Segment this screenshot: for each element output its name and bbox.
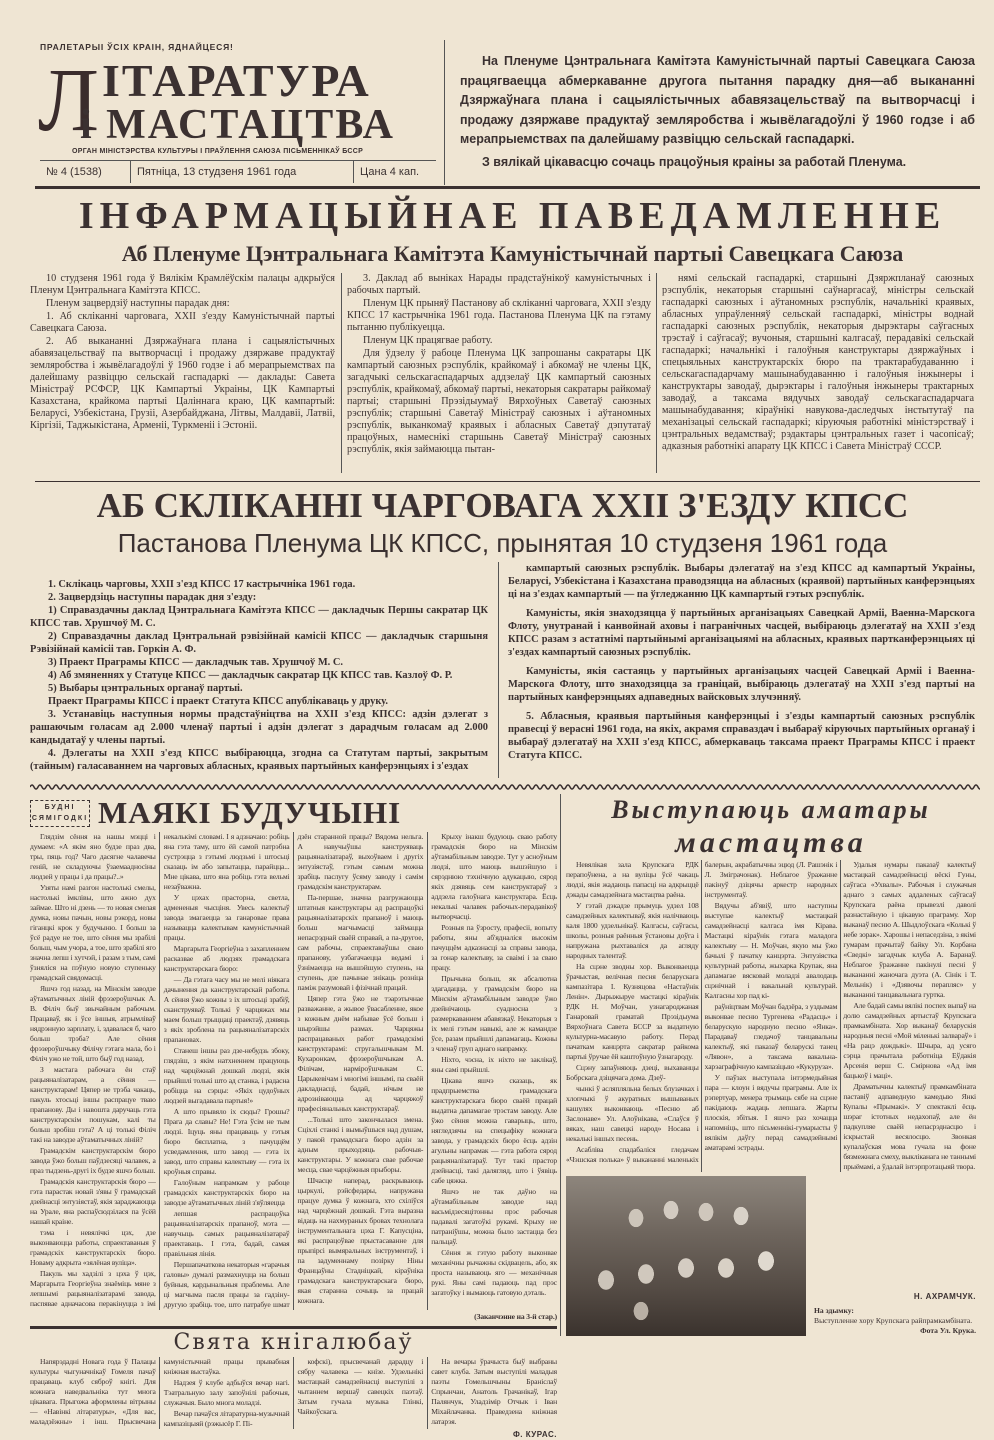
amateurs-headline-line2: мастацтва: [675, 826, 867, 859]
paragraph: Пленум зацвердзіў наступны парадак дня:: [46, 298, 230, 309]
photo-row: [566, 1176, 976, 1336]
rubric-badge: [30, 800, 90, 827]
photo-credit: Фота Ул. Крука.: [920, 1326, 976, 1335]
paragraph: ...Толькі што закончылася змена. Сціхлі станкі і вымыўшыся над душам, у пакой грамадскага бюро адзін за адным прыходзяць рабочыя-канструктары. У кожнага свае рабочае месца, свае чарцёжныя прыборы.: [297, 1115, 424, 1174]
paragraph: раўніцтвам Мoўчан бадзёра, з уздымам выконвае песню Тургенева «Радасць» і беларускую народную песню «Янка». Парадаваў гледачоў танцавальны калектыў, які паказаў беларускі танец «Лявон», а таксама вакальна-харэаграфічную кампазіцыю «Кукуруза».: [704, 1002, 838, 1071]
paragraph: Па-першае, значна разгружаюцца штатныя канструктары ад распрацоўкі рацыяналізатарскіх прапаноў і маюць больш магчымасці займацца непасрэднай сваёй справай, а па-другое, сам рабочы, спраектаваўшы сваю прапанову, узбагачаецца ведамі і ўзнімаецца на вышэйшую ступень, на ступень, дзе пачынае знікаць розніца паміж разумовай і фізічнай працай.: [297, 893, 424, 992]
resolution-right-column: [508, 562, 975, 762]
paragraph: У цэхах прасторна, светла, адмененыя чысціня. Увесь калектыў завода змагаецца за ганаровае права называцца калектывам камуністычнай працы.: [163, 893, 290, 942]
masthead-organ: ОРГАН МІНІСТЭРСТВА КУЛЬТУРЫ І ПРАЎЛЕННЯ САЮЗА ПІСЬМЕННІКАЎ БССР: [72, 148, 364, 155]
paragraph: На сцэне зводны хор. Выконваецца ўрачыстая, велічная песня беларускага кампазітара І. Кузняцова «Настаўнік Ленін». Дырыжыруе мастацкі кіраўнік РДК Н. Мoўчан, узнагароджаная Ганаровай граматай Прэзідыума Вярхоўнага Савета БССР за выдатную культурна-масавую работу. Перад пачаткам канцэрта сакратар райкома партыі ўручае ёй каштоўную ўзнагароду.: [566, 962, 699, 1061]
paragraph: 3. Устанавіць наступныя нормы прадстаўніцтва на XXII з'езд КПСС: адзін дэлегат з рашаючым голасам ад 2.000 членаў партыі і адзін дэлегат з дарадчым голасам ад 2.000 кандыдатаў у члены партыі.: [30, 709, 488, 746]
paragraph: Вядучы аб'явіў, што наступны выступае калектыў мастацкай самадзейнасці калгаса імя Кірава. Мастацкі кіраўнік гэтага маладога калектыву — Н. Мoўчан, якую мы ўжо бачылі ў пачатку канцэрта. Энтузіястка культурнай работы, жыхарка Крупак, яна дапамагае вясковай моладзі авалодаць сцэнічнай і вакальнай культурай. Калгасны хор пад кі-: [704, 901, 838, 1000]
section-rule: [35, 481, 980, 482]
paragraph: А што прывяло іх сюды? Грошы? Прага да славы? Не! Гэта ўсім не тым людзі. Іцуць яны працаваць у гэтыя бюро бясплатна, з пачуццём усведамлення, што завод — гэта іх завод, што справы калектыву — гэта іх кроўныя справы.: [163, 1107, 290, 1176]
paragraph: кампартый саюзных рэспублік. Выбары дэлегатаў на з'езд КПСС ад кампартый Украіны, Беларусі, Узбекістана і Казахстана праводзяцца на абласных (краявой) партыйных канферэнцыях ці на з'ездах кампартый — па ўгледжанню ЦК кампартый гэтых рэспублік.: [508, 563, 975, 600]
rubric-line1: БУДНІ: [44, 803, 76, 811]
paragraph: У гэтай дэкадзе прымуць удзел 108 самадзейных калектываў, якія налічваюць каля 1800 удзельнікаў. Калгасы, саўгасы, школы, розныя раённыя ўстановы доўга і напружана рыхтаваліся да агляду народных талентаў.: [566, 901, 699, 960]
paragraph: Першапачаткова некаторыя «гарачыя галовы» думалі размахнуцца на больш буйныя, кардынальныя праблемы. Але ці магчыма пасля працы за гадзіну-другую зрабіць тое, што патрабуе шмат дзён старанной працы? Вядома нельга. А навучыўшы канструяваць рацыяналізатараў, выхоўваем і другіх энтузіястаў, гэтым самым можна зрабіць паслугу ўсяму заводу і самім грамадскім канструктарам.: [163, 832, 424, 1309]
paragraph: нямі сельскай гаспадаркі, старшыні Дзяржпланаў саюзных рэспублік, некаторыя старшыні саўнаргасаў, міністры сельскай гаспадаркі саюзных і аўтаномных рэспублік, начальнікі краявых, абласных упраўленняў сельскай гаспадаркі, міністры воднай гаспадаркі саюзных рэспублік, некаторыя дырэктары саўгасных трэстаў і саўгасаў; вучоныя, старшыні калгасаў, перадавікі сельскай гаспадаркі; начальнікі і галоўныя канструктары дзяржаўных і спецыяльных канструктарскіх бюро па трактарабудаванню і сельскагаспадарчаму машынабудаванню і галоўныя інжынеры і канструктары заводаў, дырэктары і галоўныя інжынеры трактарных заводаў, а таксама вядучых заводаў сельскагаспадарчага машынабудавання; кіраўнікі навукова-даследчых інстытутаў па механізацыі сельскай гаспадаркі; кіруючыя работнікі міністэрстваў і цэнтральных ведамстваў; рэдактары цэнтральных газет і часопісаў; адказныя работнікі апарату ЦК КПСС і Савета Міністраў СССР.: [662, 273, 974, 452]
paragraph: Галоўным напрамкам у рабоце грамадскіх канструктарскіх бюро на заводзе аўтаматычных ліній з'яўляецца: [163, 1178, 290, 1207]
info-report-column-3: [662, 273, 974, 454]
paragraph: лепшая распрацоўка рацыяналізатарскіх прапаноў, мэта — навучыць самых рацыяналізатараў праектаваць. І гэта, бадай, самая правільная лінія.: [163, 1209, 290, 1258]
lighthouses-body: [30, 832, 557, 1310]
paragraph: Камуністы, якія знаходзяцца ў партыйных арганізацыях Савецкай Арміі, Ваенна-Марскога Флоту, унутранай і канвойнай аховы і пагранічных часцей, выбіраюць дэлегатаў на XXII з'езд КПСС разам з астатнімі партыйнымі арганізацыямі на абласных, краявых партканферэнцыях ці з'ездах кампартый саюзных рэспублік.: [508, 608, 975, 658]
info-report-subheadline: Аб Пленуме Цэнтральнага Камітэта Камуністычнай партыі Савецкага Саюза: [121, 241, 904, 266]
paragraph: Пакуль мы хадзілі з цэха ў цэх, Маргарыта Георгіеўна знаёміць мяне з лепшымі рацыяналізатарамі завода, паспявае адначасова перакінуцца з імі некалькімі словамі. І я адзначаю: робіць яна гэта таму, што ёй самой патрэбна сустрэцца з гэтымі людзьмі і штосьці сказаць ім або запытацца, парайцца... Мне цікава, што яна робіць гэта вельмі незаўважна.: [30, 832, 290, 1308]
resolution-headline: АБ СКЛІКАННІ ЧАРГОВАГА XXII З'ЕЗДУ КПСС: [96, 486, 909, 525]
booklovers-article: [30, 1326, 557, 1440]
paragraph: 10 студзеня 1961 года ў Вялікім Крамлёўскім палацы адкрыўся Пленум Цэнтральнага Камітэта КПСС.: [30, 273, 335, 296]
announcement-paragraph: На Пленуме Цэнтральнага Камітэта Камуністычнай партыі Савецкага Саюза працягваецца абмеркаванне другога пытання парадку дня—аб выкананні Дзяржаўнага плана і сацыялістычных абавязацельстваў па вытворчасці і продажу дзяржаве прадуктаў земляробства і жывёлагадоўлі ў 1960 годзе і аб мерапрыемствах па далейшаму развіццю сельскай гаспадаркі.: [460, 54, 975, 146]
paragraph: Узяты намі разгон настолькі смелы, настолькі імклівы, што ажно дух займае. Што ні дзень — то новая смелая думка, новы пачын, новы рэкорд, новы гіганцкі крок у будучыню. І больш за ўсё радуе не тое, што сёння мы зрабілі больш, чым учора, а тое, што зрабілі яго значна лепш і хутчэй, і разам з тым, самі ўзняліся на пэўную новую ступеньку грамадскай свядомасці.: [30, 883, 156, 982]
continued-note: (Заканчэнне на 3-й стар.): [474, 1312, 557, 1321]
paragraph: Надзея ў клубе адбыўся вечар нагі. Тэатральную залу запоўнілі рабочыя, служачыя. Было многа моладзі.: [163, 1378, 290, 1407]
paragraph: Невялікая зала Крупскага РДК перапоўнена, а на вуліцы ўсё чакаць людзі, якія жадаюць папасці на адкрыццё дэкады самадзейнага мастацтва раёна.: [566, 860, 699, 899]
paragraph: Яшчэ год назад, на Мінскім заводзе аўтаматычных ліній фрэзероўшчык А. В. Філіч быў звычайным рабочым. Працаваў, як і ўсе іншыя, атрымліваў нядрэнную зарплату, і, здавалася б, чаго больш трэба? Але сёння фрэзероўшчыку Філічу гэтага мала, бо і Філіч ужо не той, што быў год назад.: [30, 984, 156, 1063]
paragraph: Ніхто, чэсна, іх ніхто не заклікаў, яны самі прыйшлі.: [431, 1055, 557, 1074]
announcement-paragraph: З вялікай цікавасцю сочаць працоўныя краіны за работай Пленума.: [482, 154, 907, 169]
masthead-divider: [444, 40, 445, 185]
paragraph: Грамадскім канструктарскім бюро завода ўжо больш паўдзесяці чалавек, а праз тыдзень-другі іх будзе яшчэ больш.: [30, 1146, 156, 1175]
choir-photo: [566, 1176, 806, 1336]
paragraph: Вечар пачаўся літаратурна-музычнай кампазіцыяй (рэжысёр Г. Пі-: [163, 1409, 290, 1428]
amateurs-body: [566, 860, 976, 1172]
paragraph: Для ўдзелу ў рабоце Пленума ЦК запрошаны сакратары ЦК кампартый саюзных рэспублік, крайкомаў і абкомаў не члены ЦК, загадчыкі сельскагаспадарчых аддзелаў ЦК кампартый саюзных рэспублік, крайкомаў, абкомаў партыі, некаторыя сакратары райкомаў партыі; старшыні Прэзідыумаў Вярхоўных Саветаў саюзных рэспублік; старшыні Саветаў Міністраў саюзных і аўтаномных рэспублік, выканкомаў краявых і абласных Саветаў дэпутатаў працоўных, намеснікі старшынь Саветаў Міністраў саюзных рэспублік, якія займаюцца пытан-: [347, 348, 651, 455]
paragraph: Напярэдадні Новага года ў Палацы культуры чыгуначнікаў Гомеля пачаў працаваць клуб сяброў кнігі. Для кожнага наведвальніка тут многа цікавага. Прыгожа аформлены вітрыны — «Навінкі літаратуры», «Для вас, маладзёжны» і інш. Прысвечана камуністычнай працы прывабная кніжная выстаўка.: [30, 1357, 290, 1426]
paragraph: 1. Аб скліканні чарговага, XXII з'езду Камуністычнай партыі Савецкага Саюза.: [30, 311, 335, 334]
paragraph: У паўзах выступала інтэрмедыйная пара — клоун і вядучы праграмы. Але іх рэпертуар, менера трымаць сябе на сцэне пакідаюць жадаць лепшага. Жарты плоскія, збітыя. І яшчэ раз хочацца напомніць, што пісьменнікі-гумарысты ў вялікім даўгу перад самадзейнымі аматарамі эстрады.: [704, 1073, 838, 1152]
paragraph: — Да гэтага часу мы не мелі ніякага дачынення да канструктарскай работы. А сёння ўжо кожны з іх штосьці зрабіў, сканструяваў. Толькі ў чарцяжах мы маем больш трыццаці праектаў, дзявяць з якіх зроблена па рацыяналізатарскіх прапановах.: [163, 975, 290, 1044]
paragraph: Прычына больш, як абсалютна здагадацца, у грамадскім бюро на Мінскім аўтамабільным заводзе ўжо дзейнічаюць суадносна з размеркаваннем абавязкаў. Некаторыя з іх мелі гэтым навыкі, але ж камандзе ўсе, разам прыйшлі дапамагаць. Кожны з членаў груп аднаго напрамку.: [431, 974, 557, 1053]
info-report-headline: ІНФАРМАЦЫЙНАЕ ПАВЕДАМЛЕННЕ: [78, 195, 947, 237]
booklovers-body: [30, 1357, 557, 1429]
paragraph: 2. Аб выкананні Дзяржаўнага плана і сацыялістычных абавязацельстваў па вытворчасці і продажу дзяржаве прадуктаў земляробства і жывёлагадоўлі ў 1960 годзе і аб мерапрыемствах па далейшаму развіццю сельскай гаспадаркі — даклады: Савета Міністраў РСФСР, ЦК Кампартыі Украіны, ЦК Кампартыі Казахстана, крайкома партыі Цаліннага краю, ЦК кампартый: Беларусі, Узбекістана, Грузіі, Азербайджана, Літвы, Малдавіі, Латвіі, Кіргізіі, Таджыкістана, Арменіі, Туркменіі і Эстоніі.: [30, 336, 335, 431]
column-divider: [341, 273, 342, 473]
paragraph: Розныя па ўзросту, прафесіі, вопыту работы, яны аб'ядналіся высокім пачуццём адказнасці за справы завода, за гонар калектыву, за сваімі і за сваю працу.: [431, 923, 557, 972]
amateurs-headline-line1: Выступаюць аматары: [611, 795, 931, 824]
masthead-title-line2: і МАСТАЦТВА: [80, 102, 396, 148]
paragraph: Пленум ЦК працягвае работу.: [363, 335, 493, 346]
paragraph: Але бадай самы вялікі поспех выпаў на долю самадзейных артыстаў Крупскага прамкамбіната. Хор выканаў беларускія народныя песні «Мой міленькі залвараў» і «На рацэ дождыкі». Шчыра, ад усяго сэрца прачытала работніца Еўдакія Арсенія верш С. Смірнова «Ад імя бацькоў і маці».: [843, 1001, 976, 1080]
paragraph: тэма і невялічкі цэх, дзе выконваюцца работы, спраектаваныя ў грамадскіх канструктарскіх бюро. Новаму адкрыта «зялёная вуліца».: [30, 1228, 156, 1267]
paragraph: Крыху інакш будуюць сваю работу грамадскія бюро на Мінскім аўтамабільным заводзе. Тут у асноўным людзі, што маюць вышэйшую і сярэднюю тэхнічную адукацыю, сярод якіх дзявяць сем канструктараў з аддзела галоўнага канструктара. Ёсць некалькі чалавек рабочых-перадавікоў вытворчасці.: [431, 832, 557, 921]
paragraph: Удалыя нумары паказаў калектыў мастацкай самадзейнасці вёскі Гуны, саўгаса «Ухвалы». Рабочыя і служачыя аднаго з самых аддаленых саўгасаў Крупскага раёна прывезлі даволі разнастайную і цікавую праграму. Хор выканаў песню А. Шыдлоўскага «Колькі ў небе зорак». Харошы і непаседзіна, з якімі гумарам прачытаў байку Ул. Корбана «Сведкі» загадчык клуба А. Баранаў. Неблагое ўражанне пакінулі песні ў выкананні жаночага дуэта (А. Сінік і Т. Мельнік) і «Дзявочы перапляс» у выкананні танцавальнага гуртка.: [843, 860, 976, 999]
masthead-title-initial: Л: [38, 51, 100, 150]
issue-price: Цана 4 кап.: [360, 166, 420, 178]
paragraph: Маргарыта Георгіеўна з захапленнем расказвае аб людзях грамадскага канструктарскага бюро:: [163, 944, 290, 973]
paragraph: Цікава яшчэ сказаць, як прадпрыемства грамадскага канструктарскага бюро сваёй працай выдатна дапамагае трэстам заводу. Але ўжо сёння можна гаварыць, што, нягледзячы на спецыфіку кожнага завода, у грамадскіх бюро ёсць адзін агульны напрамак — гэта работа сярод рацыяналізатараў. Тут такі прастор дзейнасці, такі далягляд, што і ўявіць сабе цяжка.: [431, 1076, 557, 1185]
paragraph: 3. Даклад аб выніках Нарады прадстаўнікоў камуністычных і рабочых партый.: [347, 273, 651, 296]
lighthouses-article: [30, 794, 557, 1440]
paragraph: 4. Дэлегаты на XXII з'езд КПСС выбіраюцца, згодна са Статутам партыі, закрытым (тайным) галасаваннем на чарговых абласных, краявых партыйных канферэнцыях і з'ездах: [30, 748, 488, 772]
info-report-column-2: [347, 273, 651, 457]
paragraph: Грамадскія канструктарскія бюро — гэта парастак новай з'явы ў грамадскай дзейнасці энтузіястаў, якія зараджаюцца на Урале, яна распаўсюдзілася па ўсёй нашай краіне.: [30, 1177, 156, 1226]
booklovers-headline: Свята кнігалюбаў: [173, 1330, 414, 1355]
amateurs-author: Н. АХРАМЧУК.: [913, 1292, 976, 1301]
paragraph: 1. Склікаць чарговы, XXII з'езд КПСС 17 кастрычніка 1961 года.: [48, 579, 356, 590]
issue-number: № 4 (1538): [40, 161, 131, 183]
paragraph: 5) Выбары цэнтральных органаў партыі.: [48, 683, 243, 694]
paragraph: Цяпер гэта ўжо не тэарэтычнае разважанне, а жывое ўвасабленне, якое з кожным днём набывае ўсё больш і шырэйшы размах. Чарцяжы распрацаваных работ грамадскімі канструктарамі: стругальшчыкам М. Кухаронкам, фрэзероўшчыкам А. Філічам, нарміроўшчыкам С. Царыкевічам і многімі іншымі, па сваёй дакладнасці, бадай, нічым не адрозніваюцца ад чарцяжоў прафесіянальных канструктараў.: [297, 994, 424, 1113]
lighthouses-headline: МАЯКІ БУДУЧЫНІ: [98, 795, 402, 830]
column-divider: [498, 562, 499, 778]
paragraph: Станеш іншы раз дзе-небудзь збоку, глядзіш, з якім натхненнем працуюць над чарцёжнай дошкай людзі, якія прыйшлі толькі што ад станка, і радасна робіцца на сэрцы: «Якіх цудоўных людзей выгадавала партыя!»: [163, 1046, 290, 1105]
issue-info-row: [40, 160, 436, 183]
paragraph: 1) Справаздачны даклад Цэнтральнага Камітэта КПСС — дакладчык Першы сакратар ЦК КПСС тав. Хрушчоў М. С.: [30, 605, 488, 629]
paragraph: Шчасце наперад, раскрываюць цыркулі, рэйсфедары, напружана працуе думка ў кожнага, хто схіліўся над чарцёжнай дошкай. Гэта выразна відаць на нахмураных бровах технолага інструментальнага цэха Г. Капусціна, які распрацоўвае прыстасаванне для прыпірсі вымяральных інструментаў, і па задуменнаму позірку Ніны Францаўны Стадніцкай, кіраўніка грамадскага канструктарскага бюро, якая старанна сочыць за працай кожнага.: [297, 1176, 424, 1305]
paragraph: Сёння ж гэтую работу выконвае механічны рычажны скідвацель, або, як проста называюць яго — механічныя рукі. Яны самі падаюць пад прэс загатоўку і вымаюць гатовую дэталь.: [431, 1248, 557, 1297]
masthead-title-line1: ІТАРАТУРА: [102, 55, 371, 106]
wavy-divider: [30, 782, 980, 792]
paragraph: 4) Аб змяненнях у Статуце КПСС — дакладчык сакратар ЦК КПСС тав. Казлоў Ф. Р.: [48, 670, 453, 681]
paragraph: 2. Зацвердзіць наступны парадак дня з'езду:: [48, 592, 257, 603]
photo-caption-text: Выступленне хору Крупскага райпрамкамбіната.: [814, 1316, 973, 1325]
masthead-slogan: ПРАЛЕТАРЫІ ЎСІХ КРАІН, ЯДНАЙЦЕСЯ!: [40, 42, 234, 52]
amateurs-article: [560, 794, 976, 1336]
resolution-subheadline: Пастанова Пленума ЦК КПСС, прынятая 10 студзеня 1961 года: [117, 528, 888, 558]
paragraph: 2) Справаздачны даклад Цэнтральнай рэвізійнай камісіі КПСС — дакладчык старшыня Рэвізійнай камісіі тав. Горкін А. Ф.: [30, 631, 488, 655]
paragraph: Сцэну запаўняюць дзеці, выхаванцы Бобрскага дзіцячага дома. Дзеў-: [566, 1063, 699, 1082]
paragraph: На вечары ўрачыста быў выбраны савет клуба. Затым выступілі маладыя паэты Гомельшчыны Браніслаў Спрынчан, Анатоль Грачанікаў, Ігар Палянчук, Уладзімір Отчык і Іван Міхайлачанка. Праведзена кніжная латарэя.: [431, 1357, 557, 1426]
photo-caption-box: [814, 1176, 976, 1336]
lighthouses-header: [30, 794, 557, 832]
booklovers-author: Ф. КУРАС.: [512, 1430, 557, 1439]
paragraph: З мастага рабочага ён стаў рацыяналізатарам, а сёння — канструктарам! Цяпер не трэба чакаць, пакуль хтосьці іншы распрацуе тваю прапанову. Ды і навошта даручаць гэта канструктарскім пошукам, калі ты больш зробіш гэта? А ці толькі Філіч такі на заводзе аўтаматычных ліній?: [30, 1065, 156, 1144]
paragraph: чынкі ў асляпляльна белых блузачках і хлопчыкі ў акуратных вышываных кашулях выконваюць «Песню аб Заслонаве» Ул. Алоўнікава, «Слаўся ў вяках, наш савецкі народ» Носава і некалькі іншых песень.: [566, 1084, 699, 1143]
rubric-line2: СЯМІГОДКІ: [31, 814, 89, 822]
paragraph: Яшчэ не так даўно на аўтамабільным заводзе над васьмідзесяцітонны прэс рабочыя падавалі загатоўкі рукамі. Крыху не патраніўшы, можна было застацца без пальцаў.: [431, 1187, 557, 1246]
issue-date: Пятніца, 13 студзеня 1961 года: [131, 161, 354, 183]
resolution-left-column: [30, 578, 488, 773]
paragraph: Асабліва спадабаліся гледачам «Чэшская полька» ў выкананні маленькіх балерын, акрабатычны эцюд (Л. Рашэнік і Л. Зміграчонак). Неблагое ўражанне пакінуў дзіцячы аркестр народных інструментаў.: [566, 860, 838, 1164]
paragraph: кофскі), прысвечанай дарадцу і сябру чалавека — кнізе. Удзельнікі мастацкай самадзейнасці выступілі з чытаннем вершаў савецкіх паэтаў. Затым гучала музыка Глінкі, Чайкоўскага.: [297, 1357, 424, 1416]
paragraph: Глядзім сёння на нашы мэцці і думаем: «А якім яно будзе праз два, тры, пяць год? Чаго дасягне чалавечы геній, не складуючы ўзаемаадносіны людзей у працы і да працы?..»: [30, 832, 156, 881]
column-divider: [656, 273, 657, 473]
plenum-announcement: [460, 52, 975, 172]
paragraph: Пленум ЦК прыняў Пастанову аб скліканні чарговага, XXII з'езду КПСС 17 кастрычніка 1961 года. Пастанова Пленума ЦК па гэтаму пытанню публікуецца.: [347, 298, 651, 333]
paragraph: 3) Праект Праграмы КПСС — дакладчык тав. Хрушчоў М. С.: [48, 657, 343, 668]
paragraph: Драматычны калектыў прамкамбіната паставіў адпаведную камедыю Янкі Купалы «Прымакі». У спектаклі ёсць шэраг істотных недахопаў, але ён падкупляе сваёй непасрэднасцю і іскрыстай весялосцю. Звонкая купалаўская мова гучала на фоне бязмежнага смеху, выкліканага не таннымі прыёмамі, а ўдалай інтэрпрэтацыяй твора.: [843, 1082, 976, 1171]
paragraph: Камуністы, якія састаяць у партыйных арганізацыях часцей Савецкай Арміі і Ваенна-Марскога Флоту, што знаходзяцца за граніцай, выбіраюць дэлегатаў на XXII з'езд партыі на партыйных канферэнцыях адпаведных вайсковых злучэнняў.: [508, 666, 975, 703]
photo-caption: [814, 1306, 976, 1336]
paragraph: 5. Абласныя, краявыя партыйныя канферэнцыі і з'езды кампартый саюзных рэспублік правесці ў верасні 1961 года, на якіх, акрамя справаздач і выбараў кіруючых партыйных органаў і выбараў дэлегатаў на XXII з'езд КПСС, абмеркаваць таксама праект Праграмы КПСС і праект Статута КПСС.: [508, 711, 975, 761]
info-report-column-1: [30, 273, 335, 433]
photo-caption-label: На здымку:: [814, 1306, 854, 1315]
paragraph: Праект Праграмы КПСС і праект Статута КПСС апублікаваць у друку.: [48, 696, 388, 707]
masthead-rule: [35, 186, 980, 189]
